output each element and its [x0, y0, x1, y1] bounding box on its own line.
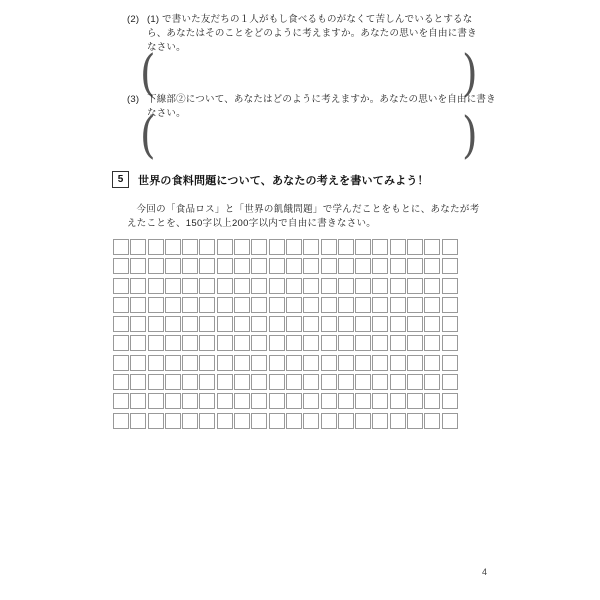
grid-cell: [234, 316, 250, 332]
grid-cell: [390, 239, 406, 255]
grid-cell: [217, 278, 233, 294]
grid-cell: [303, 393, 319, 409]
grid-cell: [372, 374, 388, 390]
grid-cell: [148, 278, 164, 294]
grid-cell: [199, 335, 215, 351]
grid-cell: [390, 355, 406, 371]
grid-cell: [199, 393, 215, 409]
grid-cell: [303, 278, 319, 294]
grid-cell: [165, 297, 181, 313]
grid-cell: [182, 239, 198, 255]
grid-cell: [182, 258, 198, 274]
grid-cell: [442, 335, 458, 351]
close-paren: ): [462, 106, 479, 164]
open-paren: (: [139, 106, 156, 164]
grid-cell: [442, 374, 458, 390]
grid-cell: [286, 278, 302, 294]
grid-cell: [269, 374, 285, 390]
question-3-text: 下線部②について、あなたはどのように考えますか。あなたの思いを自由に書きなさい。: [147, 94, 496, 119]
grid-cell: [251, 355, 267, 371]
grid-cell: [130, 278, 146, 294]
grid-cell: [442, 258, 458, 274]
grid-cell: [390, 278, 406, 294]
answer-grid: [113, 239, 456, 429]
grid-cell: [234, 297, 250, 313]
grid-cell: [424, 374, 440, 390]
grid-cell: [372, 278, 388, 294]
grid-cell: [234, 413, 250, 429]
grid-cell: [321, 374, 337, 390]
grid-cell: [182, 297, 198, 313]
answer-area-q2: [138, 44, 480, 102]
open-paren: (: [139, 44, 156, 102]
grid-cell: [390, 413, 406, 429]
grid-cell: [372, 316, 388, 332]
grid-cell: [355, 413, 371, 429]
grid-cell: [113, 335, 129, 351]
grid-cell: [165, 258, 181, 274]
grid-cell: [217, 393, 233, 409]
grid-cell: [269, 413, 285, 429]
grid-cell: [355, 335, 371, 351]
grid-cell: [113, 239, 129, 255]
grid-cell: [251, 335, 267, 351]
grid-cell: [407, 297, 423, 313]
grid-cell: [372, 239, 388, 255]
grid-cell: [338, 239, 354, 255]
grid-cell: [130, 393, 146, 409]
grid-cell: [390, 335, 406, 351]
grid-cell: [390, 316, 406, 332]
grid-cell: [424, 258, 440, 274]
grid-cell: [338, 335, 354, 351]
section-5-header: [112, 171, 429, 188]
grid-cell: [372, 393, 388, 409]
grid-cell: [338, 258, 354, 274]
grid-cell: [113, 297, 129, 313]
grid-cell: [355, 297, 371, 313]
grid-cell: [165, 355, 181, 371]
grid-cell: [372, 413, 388, 429]
grid-cell: [286, 297, 302, 313]
grid-cell: [338, 413, 354, 429]
grid-cell: [217, 297, 233, 313]
grid-cell: [355, 239, 371, 255]
grid-cell: [286, 393, 302, 409]
grid-cell: [355, 316, 371, 332]
grid-cell: [130, 335, 146, 351]
grid-cell: [113, 355, 129, 371]
grid-cell: [165, 413, 181, 429]
grid-cell: [424, 239, 440, 255]
grid-cell: [148, 413, 164, 429]
grid-cell: [390, 297, 406, 313]
grid-cell: [217, 239, 233, 255]
grid-cell: [113, 278, 129, 294]
grid-cell: [165, 374, 181, 390]
grid-cell: [251, 239, 267, 255]
grid-cell: [113, 316, 129, 332]
grid-cell: [338, 316, 354, 332]
grid-cell: [407, 355, 423, 371]
grid-cell: [199, 278, 215, 294]
grid-cell: [148, 239, 164, 255]
grid-cell: [442, 355, 458, 371]
grid-cell: [303, 258, 319, 274]
grid-cell: [130, 258, 146, 274]
grid-cell: [303, 335, 319, 351]
grid-cell: [303, 355, 319, 371]
grid-cell: [390, 258, 406, 274]
grid-cell: [321, 239, 337, 255]
grid-cell: [269, 393, 285, 409]
grid-cell: [148, 355, 164, 371]
grid-cell: [199, 316, 215, 332]
grid-cell: [130, 297, 146, 313]
grid-cell: [286, 316, 302, 332]
grid-cell: [338, 393, 354, 409]
grid-cell: [442, 297, 458, 313]
grid-cell: [321, 355, 337, 371]
grid-cell: [217, 374, 233, 390]
grid-cell: [199, 239, 215, 255]
grid-cell: [407, 335, 423, 351]
grid-cell: [407, 374, 423, 390]
question-2-number: (2): [127, 14, 140, 25]
grid-cell: [217, 413, 233, 429]
grid-cell: [269, 316, 285, 332]
question-3-number: (3): [127, 94, 140, 105]
grid-cell: [424, 413, 440, 429]
grid-cell: [442, 413, 458, 429]
grid-cell: [321, 316, 337, 332]
page-number: 4: [482, 567, 488, 577]
grid-cell: [286, 374, 302, 390]
grid-cell: [182, 278, 198, 294]
grid-cell: [148, 374, 164, 390]
grid-cell: [442, 316, 458, 332]
grid-cell: [148, 316, 164, 332]
grid-cell: [321, 335, 337, 351]
section-title: 世界の食料問題について、あなたの考えを書いてみよう！: [138, 174, 429, 187]
grid-cell: [217, 335, 233, 351]
grid-cell: [442, 393, 458, 409]
grid-cell: [234, 239, 250, 255]
question-2: [127, 13, 485, 55]
question-2-text: (1) で書いた友だちの１人がもし食べるものがなくて苦しんでいるとするなら、あなたはそのことをどのように考えますか。あなたの思いを自由に書きなさい。: [147, 14, 477, 53]
grid-cell: [269, 278, 285, 294]
grid-cell: [424, 278, 440, 294]
grid-cell: [338, 297, 354, 313]
grid-cell: [148, 393, 164, 409]
grid-cell: [130, 374, 146, 390]
grid-cell: [234, 393, 250, 409]
grid-cell: [165, 239, 181, 255]
grid-cell: [286, 413, 302, 429]
grid-cell: [165, 393, 181, 409]
grid-cell: [303, 239, 319, 255]
grid-cell: [424, 355, 440, 371]
grid-cell: [199, 297, 215, 313]
grid-cell: [424, 335, 440, 351]
grid-cell: [199, 374, 215, 390]
grid-cell: [269, 239, 285, 255]
grid-cell: [148, 258, 164, 274]
grid-cell: [355, 258, 371, 274]
grid-cell: [442, 278, 458, 294]
section-instruction: 今回の「食品ロス」と「世界の飢餓問題」で学んだことをもとに、あなたが考えたことを、150字以上200字以内で自由に書きなさい。: [127, 204, 480, 229]
grid-cell: [372, 297, 388, 313]
grid-cell: [130, 239, 146, 255]
grid-cell: [130, 413, 146, 429]
grid-cell: [372, 355, 388, 371]
grid-cell: [407, 413, 423, 429]
close-paren: ): [462, 44, 479, 102]
grid-cell: [407, 316, 423, 332]
grid-cell: [269, 258, 285, 274]
grid-cell: [407, 278, 423, 294]
grid-cell: [165, 316, 181, 332]
grid-cell: [372, 258, 388, 274]
grid-cell: [407, 393, 423, 409]
grid-cell: [251, 374, 267, 390]
grid-cell: [199, 355, 215, 371]
grid-cell: [199, 413, 215, 429]
grid-cell: [130, 355, 146, 371]
grid-cell: [390, 374, 406, 390]
grid-cell: [407, 258, 423, 274]
grid-cell: [286, 355, 302, 371]
grid-cell: [424, 316, 440, 332]
grid-cell: [234, 355, 250, 371]
grid-cell: [338, 355, 354, 371]
grid-cell: [251, 393, 267, 409]
grid-cell: [355, 374, 371, 390]
grid-cell: [217, 316, 233, 332]
grid-cell: [269, 355, 285, 371]
grid-cell: [321, 278, 337, 294]
grid-cell: [113, 393, 129, 409]
grid-cell: [424, 297, 440, 313]
grid-cell: [113, 413, 129, 429]
grid-cell: [286, 335, 302, 351]
grid-cell: [251, 278, 267, 294]
grid-cell: [321, 413, 337, 429]
grid-cell: [286, 258, 302, 274]
grid-cell: [321, 297, 337, 313]
grid-cell: [355, 393, 371, 409]
grid-cell: [199, 258, 215, 274]
grid-cell: [303, 297, 319, 313]
grid-cell: [390, 393, 406, 409]
grid-cell: [182, 355, 198, 371]
grid-cell: [251, 316, 267, 332]
grid-cell: [321, 258, 337, 274]
grid-cell: [407, 239, 423, 255]
grid-cell: [182, 335, 198, 351]
grid-cell: [217, 355, 233, 371]
grid-cell: [217, 258, 233, 274]
grid-cell: [148, 297, 164, 313]
grid-cell: [234, 335, 250, 351]
grid-cell: [269, 297, 285, 313]
grid-cell: [355, 355, 371, 371]
grid-cell: [269, 335, 285, 351]
grid-cell: [251, 413, 267, 429]
section-number-box: 5: [112, 171, 129, 188]
grid-cell: [355, 278, 371, 294]
grid-cell: [303, 413, 319, 429]
grid-cell: [182, 316, 198, 332]
grid-cell: [372, 335, 388, 351]
grid-cell: [165, 278, 181, 294]
grid-cell: [442, 239, 458, 255]
answer-area-q3: [138, 106, 480, 164]
grid-cell: [424, 393, 440, 409]
grid-cell: [182, 374, 198, 390]
grid-cell: [234, 374, 250, 390]
grid-cell: [165, 335, 181, 351]
grid-cell: [182, 413, 198, 429]
grid-cell: [303, 374, 319, 390]
grid-cell: [303, 316, 319, 332]
grid-cell: [113, 374, 129, 390]
grid-cell: [321, 393, 337, 409]
grid-cell: [286, 239, 302, 255]
grid-cell: [251, 297, 267, 313]
grid-cell: [338, 278, 354, 294]
grid-cell: [148, 335, 164, 351]
grid-cell: [182, 393, 198, 409]
grid-cell: [113, 258, 129, 274]
grid-cell: [234, 278, 250, 294]
grid-cell: [234, 258, 250, 274]
grid-cell: [130, 316, 146, 332]
grid-cell: [251, 258, 267, 274]
grid-cell: [338, 374, 354, 390]
